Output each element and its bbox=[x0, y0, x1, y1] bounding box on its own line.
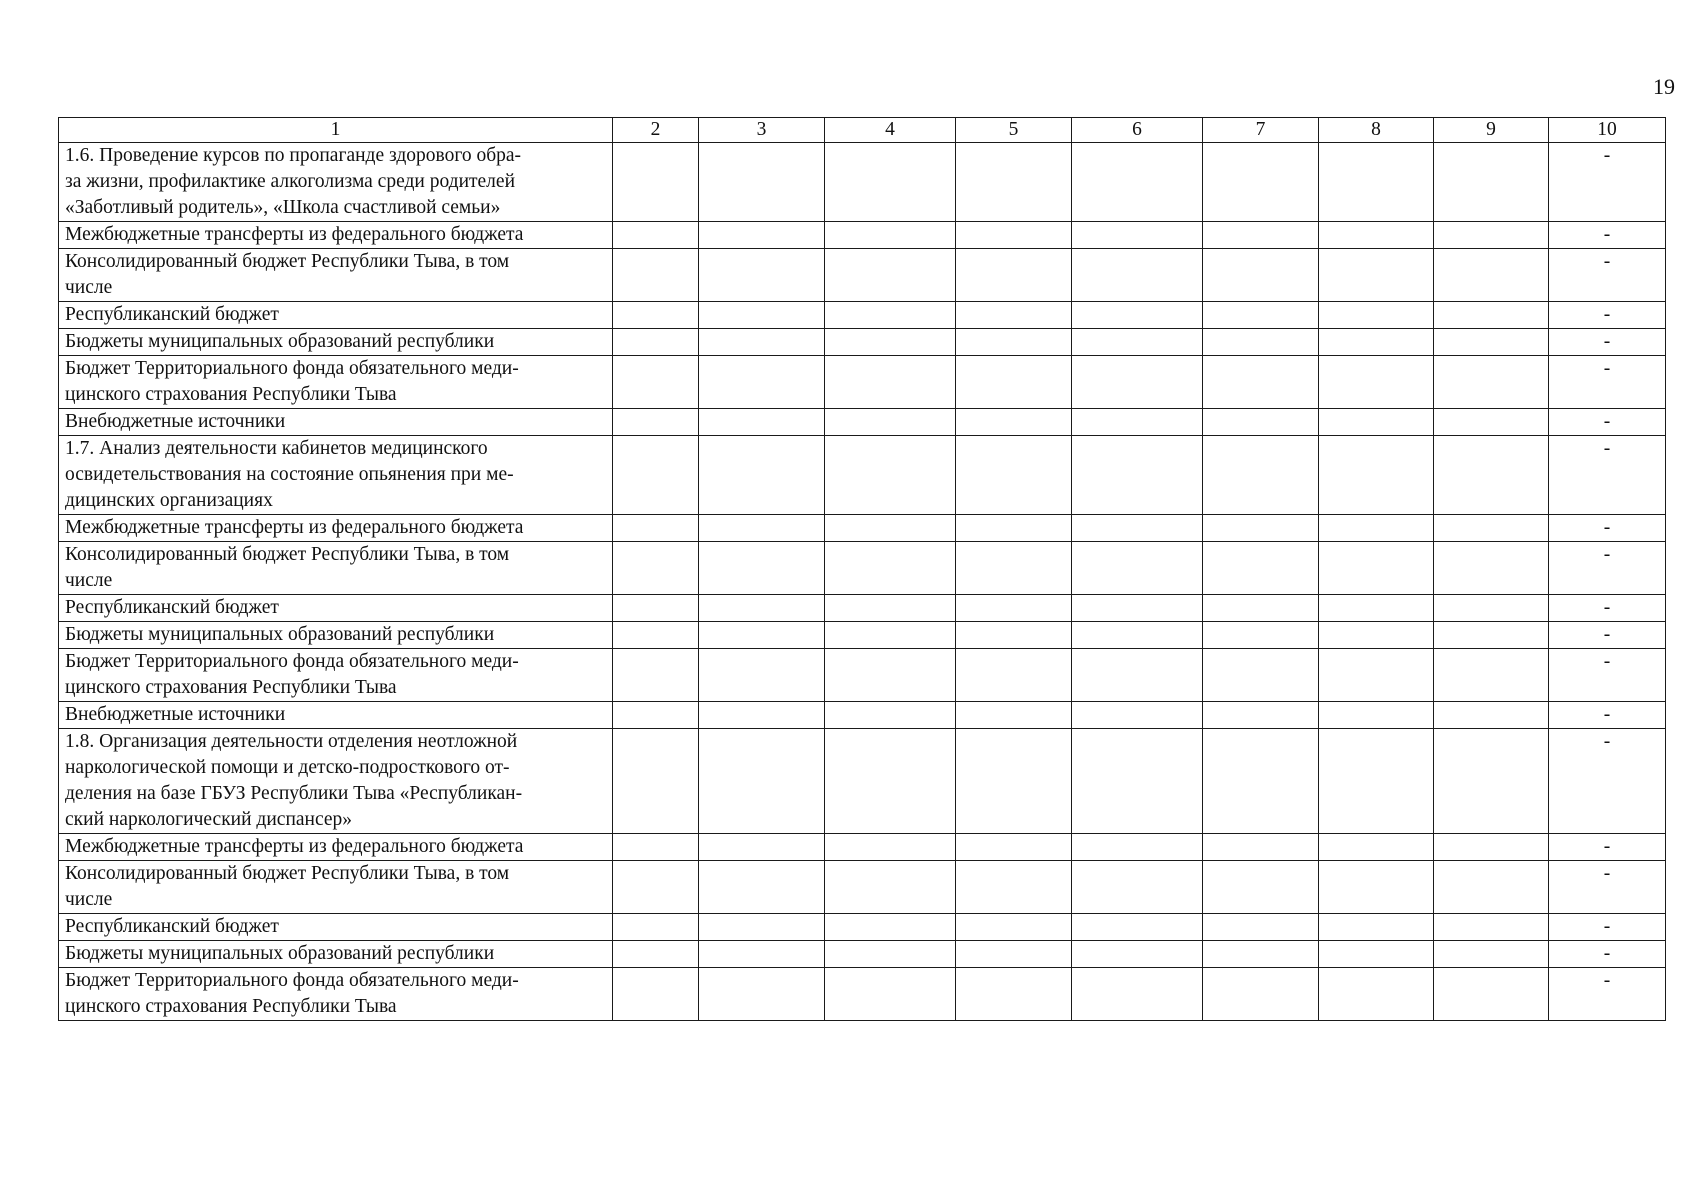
cell-col-5 bbox=[956, 356, 1072, 409]
cell-col-7 bbox=[1203, 595, 1319, 622]
cell-col-9 bbox=[1434, 409, 1549, 436]
cell-col-5 bbox=[956, 914, 1072, 941]
cell-col-8 bbox=[1319, 143, 1434, 222]
column-header-3: 3 bbox=[699, 118, 825, 143]
cell-col-6 bbox=[1072, 515, 1203, 542]
cell-col-10: - bbox=[1549, 222, 1666, 249]
cell-col-5 bbox=[956, 409, 1072, 436]
cell-col-10: - bbox=[1549, 436, 1666, 515]
cell-col-7 bbox=[1203, 702, 1319, 729]
cell-col-9 bbox=[1434, 595, 1549, 622]
column-header-5: 5 bbox=[956, 118, 1072, 143]
cell-col-6 bbox=[1072, 222, 1203, 249]
cell-col-9 bbox=[1434, 222, 1549, 249]
cell-col-5 bbox=[956, 595, 1072, 622]
cell-col-9 bbox=[1434, 622, 1549, 649]
cell-col-5 bbox=[956, 834, 1072, 861]
cell-col-4 bbox=[825, 649, 956, 702]
row-label: Консолидированный бюджет Республики Тыва, в том числе bbox=[59, 861, 613, 914]
table-row bbox=[59, 968, 1666, 1021]
cell-col-4 bbox=[825, 968, 956, 1021]
cell-col-9 bbox=[1434, 861, 1549, 914]
cell-col-6 bbox=[1072, 409, 1203, 436]
cell-col-2 bbox=[613, 143, 699, 222]
cell-col-9 bbox=[1434, 302, 1549, 329]
cell-col-4 bbox=[825, 542, 956, 595]
cell-col-7 bbox=[1203, 356, 1319, 409]
cell-col-3 bbox=[699, 914, 825, 941]
cell-col-6 bbox=[1072, 702, 1203, 729]
row-label: Внебюджетные источники bbox=[59, 702, 613, 729]
cell-col-2 bbox=[613, 622, 699, 649]
cell-col-7 bbox=[1203, 222, 1319, 249]
cell-col-5 bbox=[956, 329, 1072, 356]
cell-col-10: - bbox=[1549, 595, 1666, 622]
cell-col-6 bbox=[1072, 649, 1203, 702]
column-header-2: 2 bbox=[613, 118, 699, 143]
cell-col-5 bbox=[956, 542, 1072, 595]
cell-col-10: - bbox=[1549, 542, 1666, 595]
cell-col-2 bbox=[613, 702, 699, 729]
row-label: 1.7. Анализ деятельности кабинетов медицинского освидетельствования на состояние опьянения при ме- дицинских организациях bbox=[59, 436, 613, 515]
cell-col-2 bbox=[613, 861, 699, 914]
cell-col-9 bbox=[1434, 249, 1549, 302]
cell-col-4 bbox=[825, 834, 956, 861]
row-label: Бюджеты муниципальных образований республики bbox=[59, 329, 613, 356]
cell-col-3 bbox=[699, 702, 825, 729]
cell-col-2 bbox=[613, 329, 699, 356]
cell-col-7 bbox=[1203, 941, 1319, 968]
cell-col-6 bbox=[1072, 143, 1203, 222]
cell-col-4 bbox=[825, 249, 956, 302]
cell-col-3 bbox=[699, 249, 825, 302]
table-header bbox=[59, 118, 1666, 143]
row-label: Бюджеты муниципальных образований республики bbox=[59, 941, 613, 968]
table-row bbox=[59, 914, 1666, 941]
cell-col-6 bbox=[1072, 595, 1203, 622]
cell-col-9 bbox=[1434, 968, 1549, 1021]
cell-col-9 bbox=[1434, 436, 1549, 515]
row-label: 1.8. Организация деятельности отделения неотложной наркологической помощи и детско-подросткового от- деления на базе ГБУЗ Республики Тыва «Республикан- ский наркологический диспансер» bbox=[59, 729, 613, 834]
cell-col-6 bbox=[1072, 729, 1203, 834]
cell-col-10: - bbox=[1549, 143, 1666, 222]
cell-col-8 bbox=[1319, 914, 1434, 941]
cell-col-5 bbox=[956, 649, 1072, 702]
cell-col-8 bbox=[1319, 542, 1434, 595]
cell-col-9 bbox=[1434, 143, 1549, 222]
row-label: Бюджет Территориального фонда обязательного меди- цинского страхования Республики Тыва bbox=[59, 356, 613, 409]
cell-col-8 bbox=[1319, 649, 1434, 702]
cell-col-5 bbox=[956, 222, 1072, 249]
cell-col-5 bbox=[956, 143, 1072, 222]
row-label: Межбюджетные трансферты из федерального бюджета bbox=[59, 222, 613, 249]
cell-col-8 bbox=[1319, 968, 1434, 1021]
cell-col-6 bbox=[1072, 356, 1203, 409]
cell-col-9 bbox=[1434, 356, 1549, 409]
table-row bbox=[59, 249, 1666, 302]
cell-col-10: - bbox=[1549, 702, 1666, 729]
table-row bbox=[59, 595, 1666, 622]
cell-col-3 bbox=[699, 941, 825, 968]
cell-col-4 bbox=[825, 515, 956, 542]
table-row bbox=[59, 222, 1666, 249]
cell-col-10: - bbox=[1549, 649, 1666, 702]
cell-col-4 bbox=[825, 222, 956, 249]
cell-col-10: - bbox=[1549, 409, 1666, 436]
table-row bbox=[59, 729, 1666, 834]
table-row bbox=[59, 143, 1666, 222]
column-header-8: 8 bbox=[1319, 118, 1434, 143]
cell-col-10: - bbox=[1549, 941, 1666, 968]
cell-col-6 bbox=[1072, 436, 1203, 515]
cell-col-2 bbox=[613, 302, 699, 329]
cell-col-7 bbox=[1203, 409, 1319, 436]
cell-col-10: - bbox=[1549, 622, 1666, 649]
cell-col-2 bbox=[613, 834, 699, 861]
cell-col-2 bbox=[613, 729, 699, 834]
cell-col-4 bbox=[825, 329, 956, 356]
cell-col-2 bbox=[613, 356, 699, 409]
cell-col-3 bbox=[699, 595, 825, 622]
cell-col-3 bbox=[699, 356, 825, 409]
cell-col-8 bbox=[1319, 834, 1434, 861]
cell-col-8 bbox=[1319, 356, 1434, 409]
header-row bbox=[59, 118, 1666, 143]
cell-col-2 bbox=[613, 914, 699, 941]
row-label: Межбюджетные трансферты из федерального бюджета bbox=[59, 834, 613, 861]
cell-col-2 bbox=[613, 249, 699, 302]
column-header-1: 1 bbox=[59, 118, 613, 143]
cell-col-6 bbox=[1072, 834, 1203, 861]
cell-col-10: - bbox=[1549, 249, 1666, 302]
table-row bbox=[59, 515, 1666, 542]
cell-col-2 bbox=[613, 595, 699, 622]
page-number: 19 bbox=[1653, 74, 1675, 99]
cell-col-4 bbox=[825, 702, 956, 729]
cell-col-9 bbox=[1434, 729, 1549, 834]
cell-col-3 bbox=[699, 968, 825, 1021]
row-label: Республиканский бюджет bbox=[59, 914, 613, 941]
cell-col-3 bbox=[699, 329, 825, 356]
column-header-9: 9 bbox=[1434, 118, 1549, 143]
cell-col-6 bbox=[1072, 542, 1203, 595]
cell-col-10: - bbox=[1549, 302, 1666, 329]
cell-col-10: - bbox=[1549, 834, 1666, 861]
table-row bbox=[59, 861, 1666, 914]
cell-col-3 bbox=[699, 729, 825, 834]
cell-col-7 bbox=[1203, 729, 1319, 834]
cell-col-4 bbox=[825, 356, 956, 409]
column-header-7: 7 bbox=[1203, 118, 1319, 143]
cell-col-6 bbox=[1072, 622, 1203, 649]
row-label: Консолидированный бюджет Республики Тыва, в том числе bbox=[59, 249, 613, 302]
table-row bbox=[59, 409, 1666, 436]
cell-col-5 bbox=[956, 515, 1072, 542]
cell-col-6 bbox=[1072, 861, 1203, 914]
cell-col-3 bbox=[699, 222, 825, 249]
table-row bbox=[59, 649, 1666, 702]
funding-table bbox=[58, 117, 1666, 1021]
table-row bbox=[59, 702, 1666, 729]
cell-col-7 bbox=[1203, 329, 1319, 356]
column-header-6: 6 bbox=[1072, 118, 1203, 143]
row-label: Республиканский бюджет bbox=[59, 302, 613, 329]
cell-col-10: - bbox=[1549, 356, 1666, 409]
cell-col-2 bbox=[613, 222, 699, 249]
cell-col-4 bbox=[825, 914, 956, 941]
table-row bbox=[59, 436, 1666, 515]
cell-col-8 bbox=[1319, 515, 1434, 542]
cell-col-8 bbox=[1319, 941, 1434, 968]
cell-col-3 bbox=[699, 436, 825, 515]
cell-col-7 bbox=[1203, 515, 1319, 542]
cell-col-5 bbox=[956, 622, 1072, 649]
cell-col-3 bbox=[699, 834, 825, 861]
cell-col-3 bbox=[699, 622, 825, 649]
cell-col-9 bbox=[1434, 914, 1549, 941]
cell-col-5 bbox=[956, 941, 1072, 968]
cell-col-2 bbox=[613, 409, 699, 436]
cell-col-2 bbox=[613, 941, 699, 968]
cell-col-9 bbox=[1434, 329, 1549, 356]
cell-col-4 bbox=[825, 143, 956, 222]
cell-col-9 bbox=[1434, 649, 1549, 702]
cell-col-3 bbox=[699, 409, 825, 436]
cell-col-8 bbox=[1319, 729, 1434, 834]
cell-col-5 bbox=[956, 702, 1072, 729]
cell-col-4 bbox=[825, 729, 956, 834]
cell-col-4 bbox=[825, 861, 956, 914]
cell-col-4 bbox=[825, 622, 956, 649]
cell-col-4 bbox=[825, 941, 956, 968]
table-row bbox=[59, 542, 1666, 595]
cell-col-9 bbox=[1434, 941, 1549, 968]
cell-col-3 bbox=[699, 302, 825, 329]
cell-col-2 bbox=[613, 515, 699, 542]
cell-col-10: - bbox=[1549, 914, 1666, 941]
cell-col-5 bbox=[956, 249, 1072, 302]
cell-col-4 bbox=[825, 409, 956, 436]
cell-col-7 bbox=[1203, 143, 1319, 222]
table-row bbox=[59, 622, 1666, 649]
cell-col-6 bbox=[1072, 914, 1203, 941]
cell-col-8 bbox=[1319, 409, 1434, 436]
table-body bbox=[59, 143, 1666, 1021]
cell-col-7 bbox=[1203, 436, 1319, 515]
row-label: Межбюджетные трансферты из федерального бюджета bbox=[59, 515, 613, 542]
cell-col-2 bbox=[613, 542, 699, 595]
cell-col-7 bbox=[1203, 302, 1319, 329]
cell-col-3 bbox=[699, 861, 825, 914]
cell-col-3 bbox=[699, 515, 825, 542]
cell-col-5 bbox=[956, 968, 1072, 1021]
cell-col-8 bbox=[1319, 222, 1434, 249]
cell-col-7 bbox=[1203, 542, 1319, 595]
cell-col-7 bbox=[1203, 914, 1319, 941]
column-header-10: 10 bbox=[1549, 118, 1666, 143]
table-row bbox=[59, 329, 1666, 356]
cell-col-6 bbox=[1072, 941, 1203, 968]
cell-col-8 bbox=[1319, 622, 1434, 649]
row-label: Бюджет Территориального фонда обязательного меди- цинского страхования Республики Тыва bbox=[59, 968, 613, 1021]
cell-col-9 bbox=[1434, 834, 1549, 861]
cell-col-2 bbox=[613, 968, 699, 1021]
cell-col-8 bbox=[1319, 436, 1434, 515]
table-row bbox=[59, 302, 1666, 329]
cell-col-6 bbox=[1072, 249, 1203, 302]
cell-col-7 bbox=[1203, 649, 1319, 702]
row-label: Бюджет Территориального фонда обязательного меди- цинского страхования Республики Тыва bbox=[59, 649, 613, 702]
cell-col-5 bbox=[956, 436, 1072, 515]
cell-col-3 bbox=[699, 649, 825, 702]
cell-col-9 bbox=[1434, 515, 1549, 542]
cell-col-6 bbox=[1072, 329, 1203, 356]
row-label: Бюджеты муниципальных образований республики bbox=[59, 622, 613, 649]
cell-col-2 bbox=[613, 649, 699, 702]
cell-col-5 bbox=[956, 302, 1072, 329]
cell-col-7 bbox=[1203, 834, 1319, 861]
row-label: Консолидированный бюджет Республики Тыва, в том числе bbox=[59, 542, 613, 595]
cell-col-7 bbox=[1203, 861, 1319, 914]
cell-col-6 bbox=[1072, 968, 1203, 1021]
table-row bbox=[59, 941, 1666, 968]
cell-col-8 bbox=[1319, 595, 1434, 622]
cell-col-10: - bbox=[1549, 515, 1666, 542]
cell-col-4 bbox=[825, 436, 956, 515]
cell-col-7 bbox=[1203, 622, 1319, 649]
row-label: Внебюджетные источники bbox=[59, 409, 613, 436]
cell-col-3 bbox=[699, 542, 825, 595]
cell-col-5 bbox=[956, 729, 1072, 834]
cell-col-8 bbox=[1319, 861, 1434, 914]
table-row bbox=[59, 356, 1666, 409]
table-row bbox=[59, 834, 1666, 861]
row-label: Республиканский бюджет bbox=[59, 595, 613, 622]
cell-col-10: - bbox=[1549, 968, 1666, 1021]
cell-col-5 bbox=[956, 861, 1072, 914]
cell-col-3 bbox=[699, 143, 825, 222]
cell-col-7 bbox=[1203, 249, 1319, 302]
cell-col-6 bbox=[1072, 302, 1203, 329]
cell-col-8 bbox=[1319, 329, 1434, 356]
cell-col-9 bbox=[1434, 702, 1549, 729]
cell-col-2 bbox=[613, 436, 699, 515]
row-label: 1.6. Проведение курсов по пропаганде здорового обра- за жизни, профилактике алкоголизма среди родителей «Заботливый родитель», «Школа счастливой семьи» bbox=[59, 143, 613, 222]
cell-col-10: - bbox=[1549, 329, 1666, 356]
cell-col-9 bbox=[1434, 542, 1549, 595]
column-header-4: 4 bbox=[825, 118, 956, 143]
cell-col-10: - bbox=[1549, 729, 1666, 834]
cell-col-8 bbox=[1319, 302, 1434, 329]
cell-col-8 bbox=[1319, 702, 1434, 729]
cell-col-7 bbox=[1203, 968, 1319, 1021]
cell-col-4 bbox=[825, 302, 956, 329]
cell-col-10: - bbox=[1549, 861, 1666, 914]
cell-col-4 bbox=[825, 595, 956, 622]
cell-col-8 bbox=[1319, 249, 1434, 302]
